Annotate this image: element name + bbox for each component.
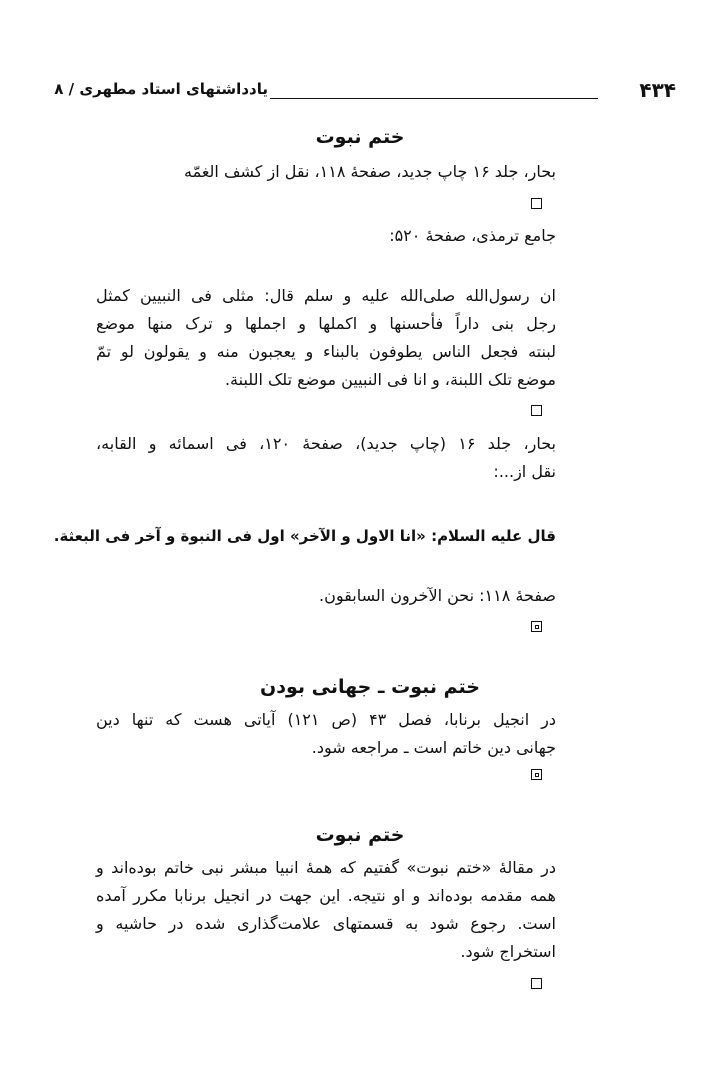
hadith-line: موضع تلک اللبنة، و انا فی النبیین موضع تلک اللبنة.: [224, 370, 556, 389]
hadith-line: ان رسول‌الله صلی‌الله علیه و سلم قال: مثلی فی النبیین کمثل: [96, 286, 556, 305]
hadith-line: لبنته فجعل الناس یطوفون بالبناء و یعجبون منه و یقولون لو تمّ: [96, 342, 556, 361]
body-line: در مقالهٔ «ختم نبوت» گفتیم که همهٔ انبیا مبشر نبی خاتم بوده‌اند و: [96, 858, 556, 877]
section-end-box-icon: [531, 769, 542, 780]
sub-reference: جامع ترمذی، صفحهٔ ۵۲۰:: [389, 226, 556, 245]
section-end-box-icon: [531, 405, 542, 416]
reference-line: بحار، جلد ۱۶ چاپ جدید، صفحهٔ ۱۱۸، نقل از کشف الغمّه: [183, 162, 556, 181]
section-end-box-icon: [531, 978, 542, 989]
page-reference: صفحهٔ ۱۱۸: نحن الآخرون السابقون.: [319, 586, 556, 605]
body-line: جهانی دین خاتم است ـ مراجعه شود.: [311, 738, 556, 757]
section-heading-3: ختم نبوت ـ جهانی بودن: [260, 676, 480, 698]
page-number: ۴۳۴: [639, 78, 676, 102]
hadith-line: رجل بنی داراً فأحسنها و اکملها و اجملها و ترک منها موضع: [96, 314, 556, 333]
section-heading-4: ختم نبوت: [315, 824, 405, 846]
running-header-title: یادداشتهای استاد مطهری / ۸: [54, 80, 268, 98]
section-end-box-icon: [531, 621, 542, 632]
section-heading-1: ختم نبوت: [315, 126, 405, 148]
body-line: است. رجوع شود به قسمتهای علامت‌گذاری شده در حاشیه و: [96, 914, 556, 933]
body-line: استخراج شود.: [460, 942, 556, 961]
reference-line: نقل از...:: [493, 462, 556, 481]
quote-line: قال عليه السلام: «انا الاول و الآخر» اول فی النبوة و آخر فی البعثة.: [53, 527, 556, 545]
section-end-box-icon: [531, 198, 542, 209]
reference-line: بحار، جلد ۱۶ (چاپ جدید)، صفحهٔ ۱۲۰، فی اسمائه و القابه،: [96, 434, 557, 453]
body-line: همه مقدمه بوده‌اند و او نتیجه. این جهت در انجیل برنابا مکرر آمده: [96, 886, 556, 905]
header-rule: [270, 98, 598, 99]
body-line: در انجیل برنابا، فصل ۴۳ (ص ۱۲۱) آیاتی هست که تنها دین: [96, 710, 557, 729]
